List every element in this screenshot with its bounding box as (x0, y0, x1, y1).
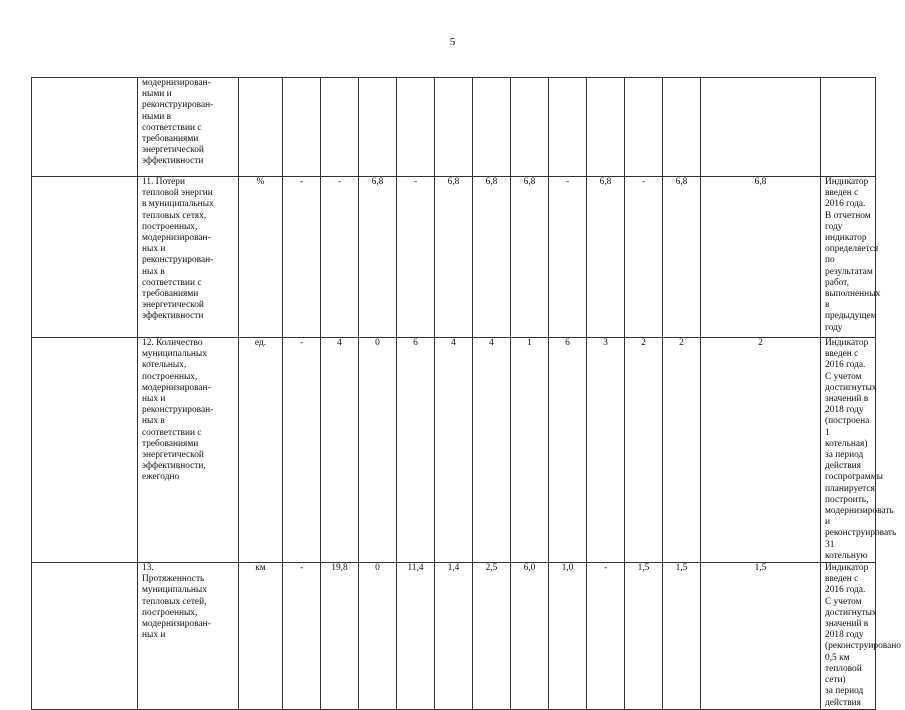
value-cell: - (549, 177, 587, 338)
value-cell (511, 78, 549, 177)
table-row (32, 563, 876, 710)
indicator-table (31, 77, 901, 710)
note-cell: Индикатор введен с 2016 года. В отчетном году индикатор определяется по результатам работ, выполненных в предыдущем году (821, 177, 876, 338)
page-number: 5 (449, 36, 456, 48)
unit-cell: ед. (239, 338, 283, 563)
value-cell: 6,8 (435, 177, 473, 338)
blank-cell (32, 78, 138, 177)
value-cell: 3 (587, 338, 625, 563)
value-cell: 2,5 (473, 563, 511, 710)
indicator-name-cell: модернизирован- ными и реконструирован- ными в соответствии с требованиями энергетической эффективности (138, 78, 239, 177)
value-cell: 2 (701, 338, 821, 563)
value-cell: - (283, 563, 321, 710)
value-cell: - (587, 563, 625, 710)
value-cell: - (397, 177, 435, 338)
blank-cell (32, 563, 138, 710)
unit-cell: км (239, 563, 283, 710)
value-cell: 1,5 (701, 563, 821, 710)
value-cell: 6,8 (511, 177, 549, 338)
value-cell: 19,8 (321, 563, 359, 710)
value-cell: 1,5 (663, 563, 701, 710)
value-cell: 6,8 (663, 177, 701, 338)
value-cell: 6,8 (473, 177, 511, 338)
value-cell (397, 78, 435, 177)
table-row (32, 177, 876, 338)
value-cell (283, 78, 321, 177)
value-cell: 6 (549, 338, 587, 563)
value-cell: 6,8 (359, 177, 397, 338)
value-cell: 1,0 (549, 563, 587, 710)
value-cell: 1,4 (435, 563, 473, 710)
value-cell: 6 (397, 338, 435, 563)
value-cell: 1,5 (625, 563, 663, 710)
value-cell (625, 78, 663, 177)
value-cell (359, 78, 397, 177)
value-cell: 6,0 (511, 563, 549, 710)
value-cell: - (321, 177, 359, 338)
value-cell: 4 (473, 338, 511, 563)
blank-cell (32, 338, 138, 563)
value-cell (549, 78, 587, 177)
value-cell: - (283, 338, 321, 563)
value-cell: 0 (359, 563, 397, 710)
value-cell: 0 (359, 338, 397, 563)
value-cell (587, 78, 625, 177)
value-cell: 2 (663, 338, 701, 563)
value-cell: 4 (321, 338, 359, 563)
table-row (32, 338, 876, 563)
value-cell: 2 (625, 338, 663, 563)
value-cell (435, 78, 473, 177)
note-cell: Индикатор введен с 2016 года. С учетом достигнутых значений в 2018 году (построена 1 котельная) за период действия госпрограммы планируется построить, модернизировать и реконструировать 31 котельную (821, 338, 876, 563)
value-cell: 1 (511, 338, 549, 563)
blank-cell (32, 177, 138, 338)
note-cell: Индикатор введен с 2016 года. С учетом достигнутых значений в 2018 году (реконструировано 0,5 км тепловой сети) за период действия (821, 563, 876, 710)
value-cell (663, 78, 701, 177)
unit-cell: % (239, 177, 283, 338)
unit-cell (239, 78, 283, 177)
note-cell (821, 78, 876, 177)
value-cell (321, 78, 359, 177)
value-cell: 11,4 (397, 563, 435, 710)
indicator-name-cell: 11. Потери тепловой энергии в муниципальных тепловых сетях, построенных, модернизирован- ных и реконструирован- ных в соответствии с требованиями энергетической эффективности (138, 177, 239, 338)
value-cell: - (283, 177, 321, 338)
value-cell: - (625, 177, 663, 338)
indicator-name-cell: 12. Количество муниципальных котельных, построенных, модернизирован- ных и реконструирован- ных в соответствии с требованиями энергетической эффективности, ежегодно (138, 338, 239, 563)
indicator-name-cell: 13. Протяженность муниципальных тепловых сетей, построенных, модернизирован- ных и (138, 563, 239, 710)
value-cell: 4 (435, 338, 473, 563)
value-cell (701, 78, 821, 177)
value-cell: 6,8 (587, 177, 625, 338)
table-row (32, 78, 876, 177)
value-cell: 6,8 (701, 177, 821, 338)
value-cell (473, 78, 511, 177)
